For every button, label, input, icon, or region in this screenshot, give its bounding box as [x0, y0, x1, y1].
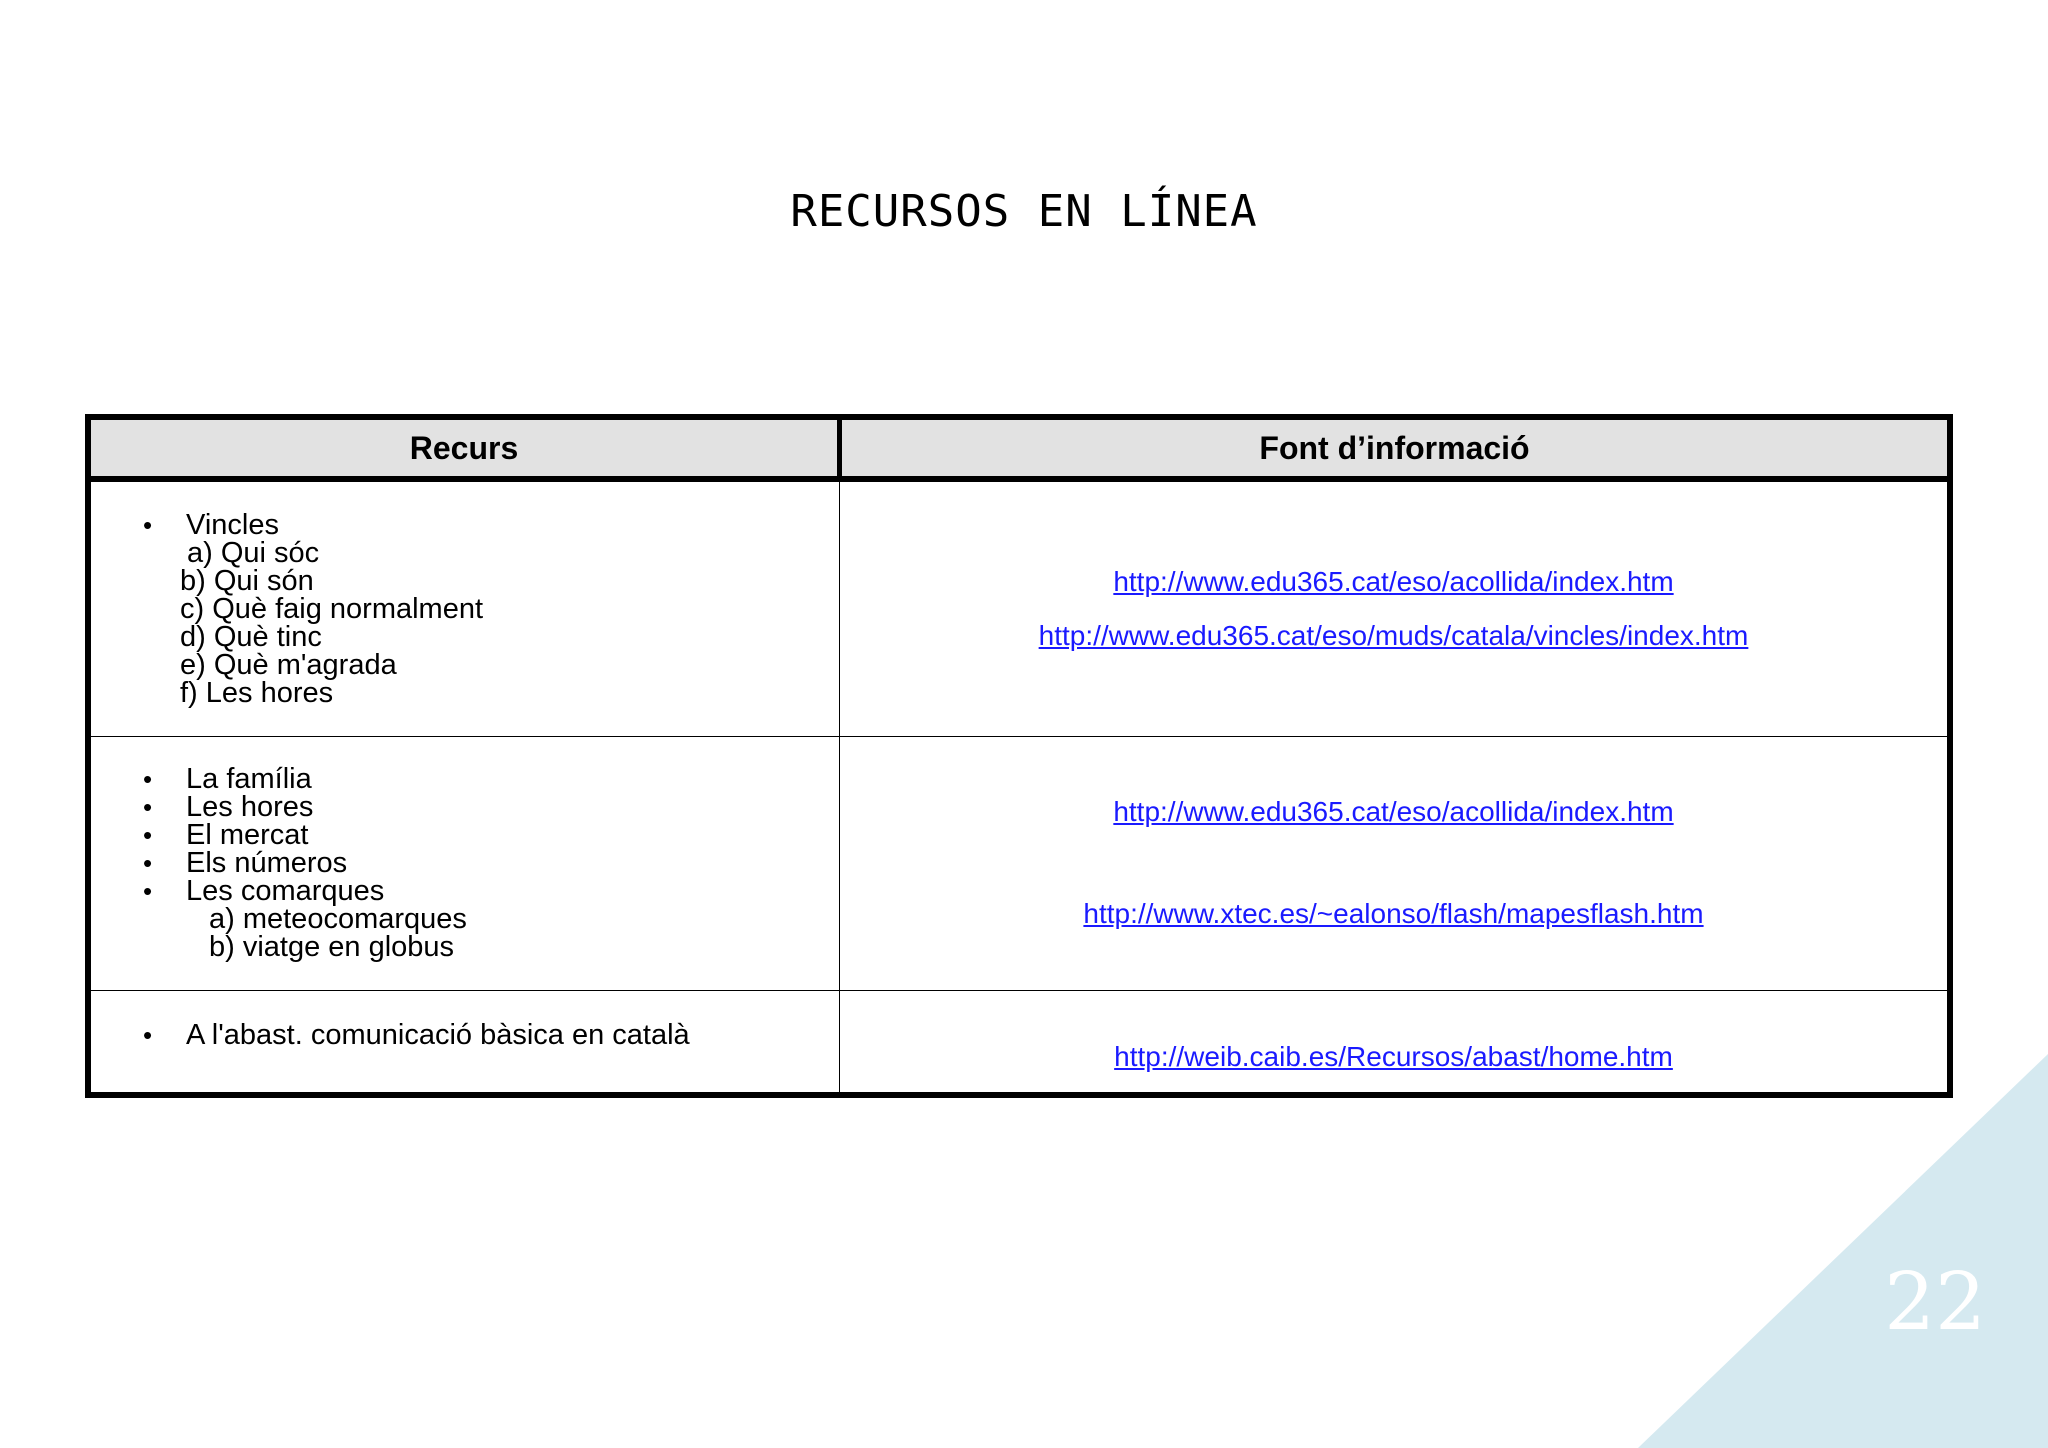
- resource-link[interactable]: http://weib.caib.es/Recursos/abast/home.htm: [1114, 1040, 1673, 1072]
- list-item: • A l'abast. comunicació bàsica en català: [143, 1021, 839, 1049]
- resource-link[interactable]: http://www.edu365.cat/eso/muds/catala/vincles/index.htm: [1038, 619, 1749, 651]
- corner-decoration: [1638, 1054, 2048, 1448]
- header-recurs: Recurs: [88, 417, 840, 479]
- list-item: • Vincles: [143, 511, 839, 539]
- sub-item: a) meteocomarques: [209, 903, 467, 936]
- list-item: • La família: [143, 765, 839, 793]
- sub-item: e) Què m'agrada: [180, 648, 397, 681]
- table-row: [88, 736, 1950, 990]
- page-title: RECURSOS EN LÍNEA: [790, 186, 1258, 237]
- list-item: • Els números: [143, 849, 839, 877]
- source-cell: [840, 479, 1951, 736]
- list-item: • El mercat: [143, 821, 839, 849]
- resource-link[interactable]: http://www.edu365.cat/eso/acollida/index.htm: [1113, 796, 1674, 828]
- sub-item: d) Què tinc: [180, 620, 322, 653]
- list-item: • Les hores: [143, 793, 839, 821]
- table-row: [88, 479, 1950, 736]
- source-cell: [840, 736, 1951, 990]
- sub-item: f) Les hores: [180, 676, 334, 709]
- table-row: [88, 990, 1950, 1095]
- source-cell: [840, 990, 1951, 1095]
- page-number: 22: [1884, 1255, 1986, 1348]
- sub-item: b) viatge en globus: [209, 931, 455, 964]
- list-item: • Les comarques: [143, 877, 839, 905]
- resources-table: [85, 414, 1953, 1098]
- sub-item: c) Què faig normalment: [180, 592, 484, 625]
- table-header-row: [88, 417, 1950, 479]
- resource-cell: [88, 479, 840, 736]
- header-font-informacio: Font d’informació: [840, 417, 1951, 479]
- resource-link[interactable]: http://www.xtec.es/~ealonso/flash/mapesflash.htm: [1083, 898, 1704, 930]
- resource-cell: [88, 736, 840, 990]
- sub-item: b) Qui són: [180, 564, 314, 597]
- sub-item: a) Qui sóc: [187, 536, 320, 569]
- resource-link[interactable]: http://www.edu365.cat/eso/acollida/index.htm: [1113, 565, 1674, 597]
- resource-cell: [88, 990, 840, 1095]
